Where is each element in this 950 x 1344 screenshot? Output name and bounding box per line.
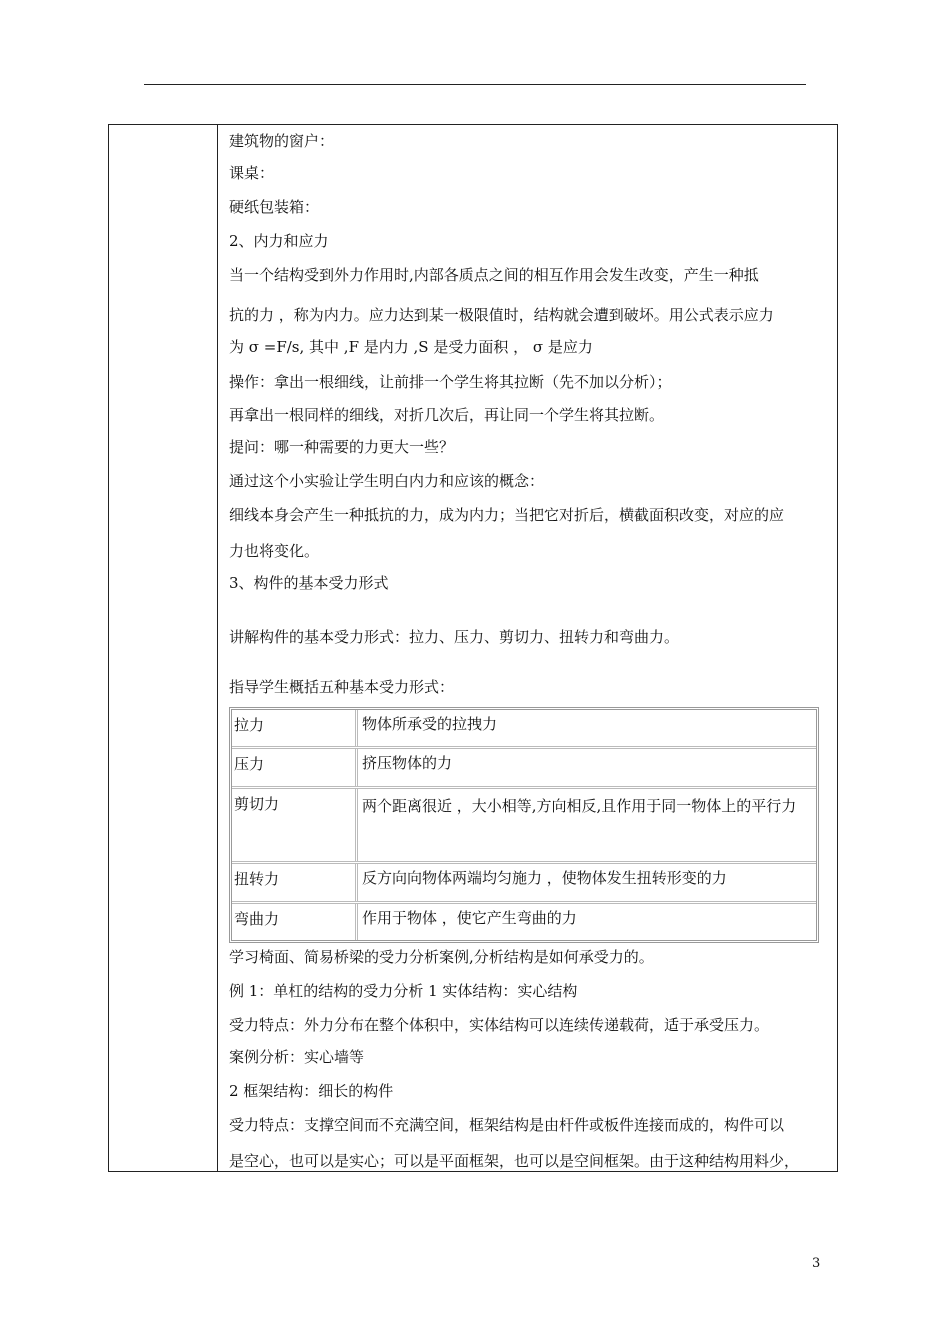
text-line: 例 1：单杠的结构的受力分析 1 实体结构：实心结构 <box>229 982 578 1000</box>
table-row <box>232 710 816 749</box>
force-desc-cell: 作用于物体 ，使它产生弯曲的力 <box>362 909 577 927</box>
text-line: 再拿出一根同样的细线，对折几次后，再让同一个学生将其拉断。 <box>229 406 665 424</box>
text-line: 是空心，也可以是实心；可以是平面框架，也可以是空间框架。由于这种结构用料少， <box>229 1152 800 1170</box>
force-desc-cell: 物体所承受的拉拽力 <box>362 715 498 733</box>
section-heading: 2、内力和应力 <box>229 232 329 250</box>
lesson-table <box>108 124 838 1172</box>
left-column <box>109 125 218 1171</box>
table-row <box>232 864 816 904</box>
header-rule <box>144 84 806 85</box>
force-name-cell: 扭转力 <box>232 864 358 901</box>
text-line: 通过这个小实验让学生明白内力和应该的概念： <box>229 472 545 490</box>
text-line: 课桌： <box>229 164 275 182</box>
text-line: 细线本身会产生一种抵抗的力，成为内力；当把它对折后，横截面积改变，对应的应 <box>229 506 785 524</box>
text-line: 2 框架结构：细长的构件 <box>229 1082 394 1100</box>
text-line: 操作：拿出一根细线，让前排一个学生将其拉断（先不加以分析）； <box>229 373 672 391</box>
text-line: 受力特点：支撑空间而不充满空间，框架结构是由杆件或板件连接而成的，构件可以 <box>229 1116 785 1134</box>
table-row <box>232 904 816 940</box>
page-number: 3 <box>812 1256 821 1271</box>
text-line: 讲解构件的基本受力形式：拉力、压力、剪切力、扭转力和弯曲力。 <box>229 628 680 646</box>
text-line: 抗的力 ，称为内力。应力达到某一极限值时，结构就会遭到破坏。用公式表示应力 <box>229 306 774 324</box>
text-line: 受力特点：外力分布在整个体积中，实体结构可以连续传递载荷，适于承受压力。 <box>229 1016 770 1034</box>
text-line: 硬纸包装箱： <box>229 198 320 216</box>
text-line: 当一个结构受到外力作用时,内部各质点之间的相互作用会发生改变，产生一种抵 <box>229 266 759 284</box>
text-line: 指导学生概括五种基本受力形式： <box>229 678 455 696</box>
text-line: 提问：哪一种需要的力更大一些？ <box>229 438 455 456</box>
text-line: 学习椅面、简易桥梁的受力分析案例,分析结构是如何承受力的。 <box>229 948 654 966</box>
force-desc-cell: 两个距离很近 ，大小相等,方向相反,且作用于同一物体上的平行力 <box>362 797 797 815</box>
formula-line: 为 σ =F/s, 其中 ,F 是内力 ,S 是受力面积 ， σ 是应力 <box>229 338 593 356</box>
force-name-cell: 弯曲力 <box>232 904 358 940</box>
force-name-cell: 拉力 <box>232 710 358 746</box>
force-name-cell: 压力 <box>232 749 358 786</box>
text-line: 力也将变化。 <box>229 542 320 560</box>
table-row <box>232 749 816 789</box>
force-desc-cell: 挤压物体的力 <box>362 754 453 772</box>
force-types-table <box>229 707 819 943</box>
force-name-cell: 剪切力 <box>232 789 358 861</box>
section-heading: 3、构件的基本受力形式 <box>229 574 389 592</box>
table-row <box>232 789 816 864</box>
text-line: 案例分析：实心墙等 <box>229 1048 365 1066</box>
text-line: 建筑物的窗户： <box>229 132 335 150</box>
force-desc-cell: 反方向向物体两端均匀施力 ，使物体发生扭转形变的力 <box>362 869 727 887</box>
